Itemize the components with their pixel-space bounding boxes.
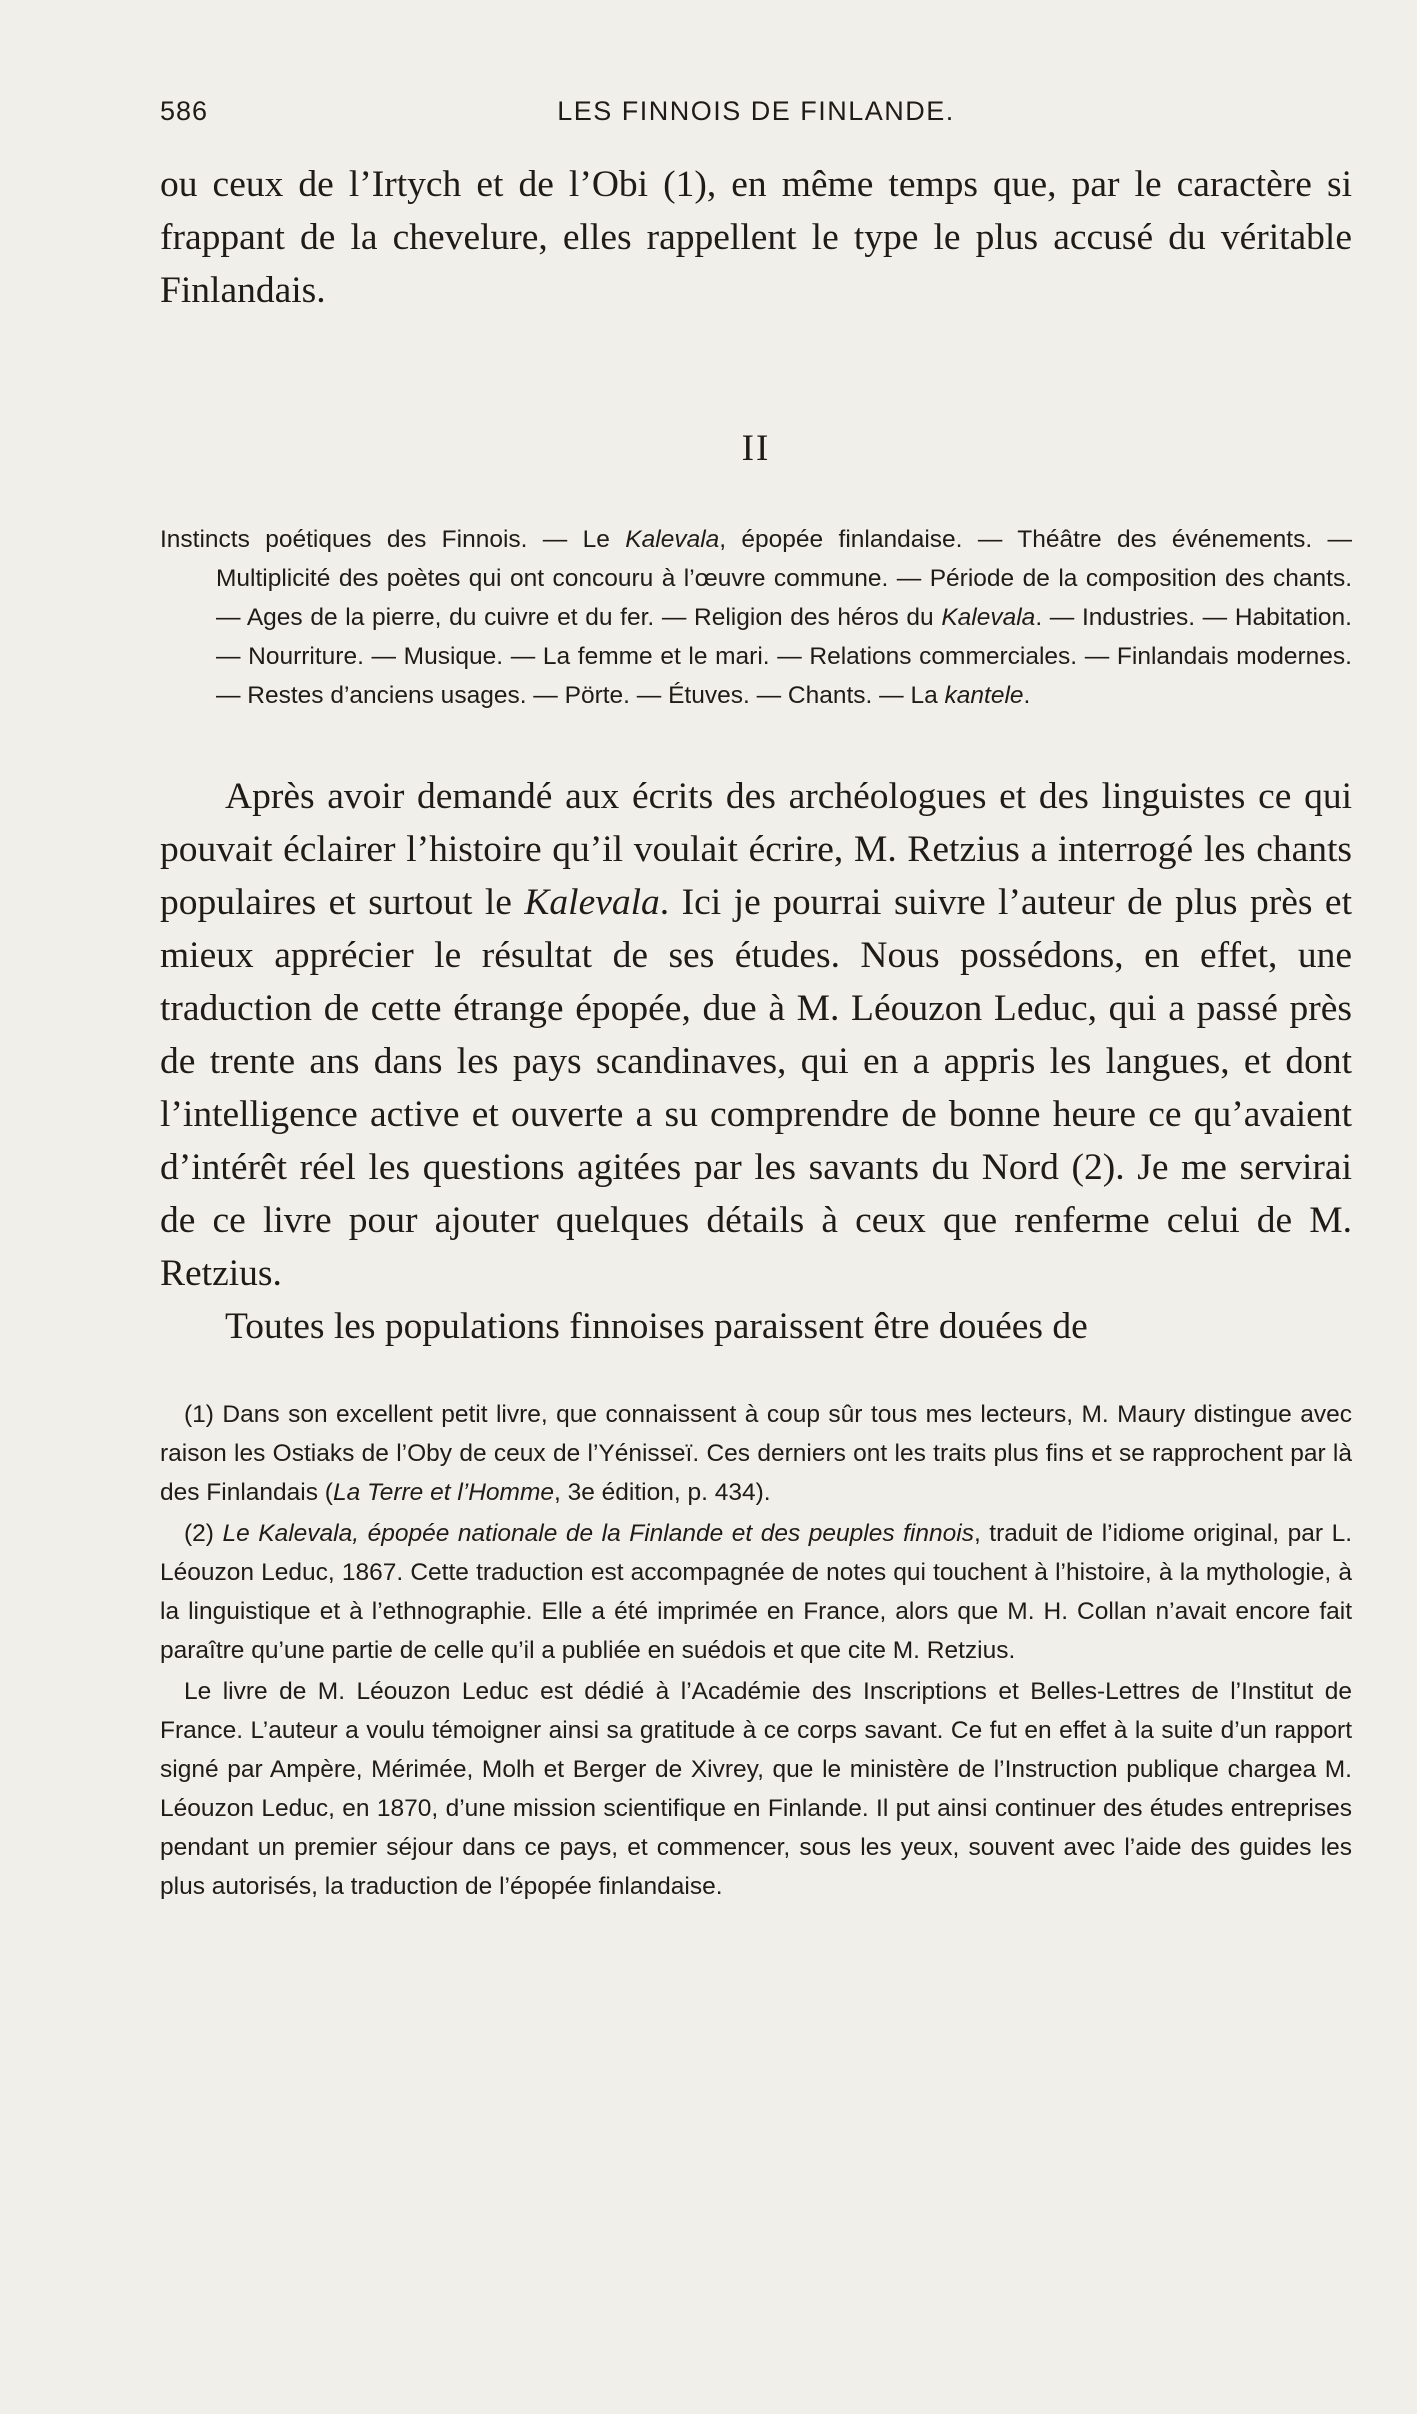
footnote-text: (2): [184, 1520, 223, 1547]
footnote-2-continued: Le livre de M. Léouzon Leduc est dédié à l’Académie des Inscriptions et Belles-Lettres de l’Institut de France. L’auteur a voulu témoigner ainsi sa gratitude à ce corps savant. Ce fut en effet à la suite d’un rapport signé par Ampère, Mérimée, Molh et Berger de Xivrey, que le ministère de l’Instruction publique chargea M. Léouzon Leduc, en 1870, d’une mission scientifique en Finlande. Il put ainsi continuer des études entreprises pendant un premier séjour dans ce pays, et commencer, sous les yeux, souvent avec l’aide des guides les plus autorisés, la traduction de l’épopée finlandaise.: [160, 1678, 1352, 1900]
section-number: II: [741, 428, 771, 469]
summary-italic: Kalevala: [625, 526, 720, 553]
paragraph-text: Après avoir demandé aux écrits des archéologues et des linguistes ce qui pouvait éclairer l’histoire qu’il voulait écrire, M. Retzius a interrogé les chants populaires et surtout le: [160, 776, 1352, 923]
running-head: [160, 96, 1352, 136]
summary-text: , épopée finlandaise. — Théâtre des événements. — Multiplicité des poètes qui ont concouru à l’œuvre commune. — Période de la composition des chants. — Ages de la pierre, du cuivre et du fer. — Religion des héros du: [216, 526, 1353, 631]
summary-text: .: [1023, 682, 1031, 709]
footnotes: [160, 1395, 1352, 1906]
summary-text: . — Industries. — Habitation. — Nourriture. — Musique. — La femme et le mari. — Relations commerciales. — Finlandais modernes. — Restes d’anciens usages. — Pörte. — Étuves. — Chants. — La: [216, 604, 1352, 709]
page-number: 586: [160, 96, 209, 126]
footnote-text: , traduit de l’idiome original, par L. Léouzon Leduc, 1867. Cette traduction est accompagnée de notes qui touchent à l’histoire, à la mythologie, à la linguistique et à l’ethnographie. Elle a été imprimée en France, alors que M. H. Collan n’avait encore fait paraître qu’une partie de celle qu’il a publiée en suédois et que cite M. Retzius.: [160, 1520, 1353, 1664]
footnote-2: [160, 1514, 1352, 1670]
footnote-1: [160, 1395, 1352, 1512]
book-page: [160, 96, 1352, 1908]
running-title: LES FINNOIS DE FINLANDE.: [557, 96, 955, 126]
continuation-paragraph: ou ceux de l’Irtych et de l’Obi (1), en même temps que, par le caractère si frappant de la chevelure, elles rappellent le type le plus accusé du véritable Finlandais.: [160, 164, 1352, 311]
paragraph-italic: Kalevala: [524, 882, 660, 923]
footnote-text: , 3e édition, p. 434).: [554, 1479, 771, 1506]
footnote-italic: Le Kalevala, épopée nationale de la Finlande et des peuples finnois: [222, 1520, 974, 1547]
paragraph-text: . Ici je pourrai suivre l’auteur de plus près et mieux apprécier le résultat de ses études. Nous possédons, en effet, une traduction de cette étrange épopée, due à M. Léouzon Leduc, qui a passé près de trente ans dans les pays scandinaves, qui en a appris les langues, et dont l’intelligence active et ouverte a su comprendre de bonne heure ce qu’avaient d’intérêt réel les questions agitées par les savants du Nord (2). Je me servirai de ce livre pour ajouter quelques détails à ceux que renferme celui de M. Retzius.: [160, 882, 1352, 1294]
summary-italic: kantele: [944, 682, 1024, 709]
summary-text: Instincts poétiques des Finnois. — Le: [160, 526, 626, 553]
section-summary: [160, 520, 1352, 715]
summary-italic: Kalevala: [941, 604, 1036, 631]
body-paragraph: [160, 770, 1352, 1300]
footnote-italic: La Terre et l’Homme: [332, 1479, 554, 1506]
footnote-text: (1) Dans son excellent petit livre, que connaissent à coup sûr tous mes lecteurs, M. Maury distingue avec raison les Ostiaks de l’Oby de ceux de l’Yénisseï. Ces derniers ont les traits plus fins et se rapprochent par là des Finlandais (: [160, 1401, 1352, 1506]
body-paragraph: Toutes les populations finnoises paraissent être douées de: [225, 1306, 1088, 1347]
